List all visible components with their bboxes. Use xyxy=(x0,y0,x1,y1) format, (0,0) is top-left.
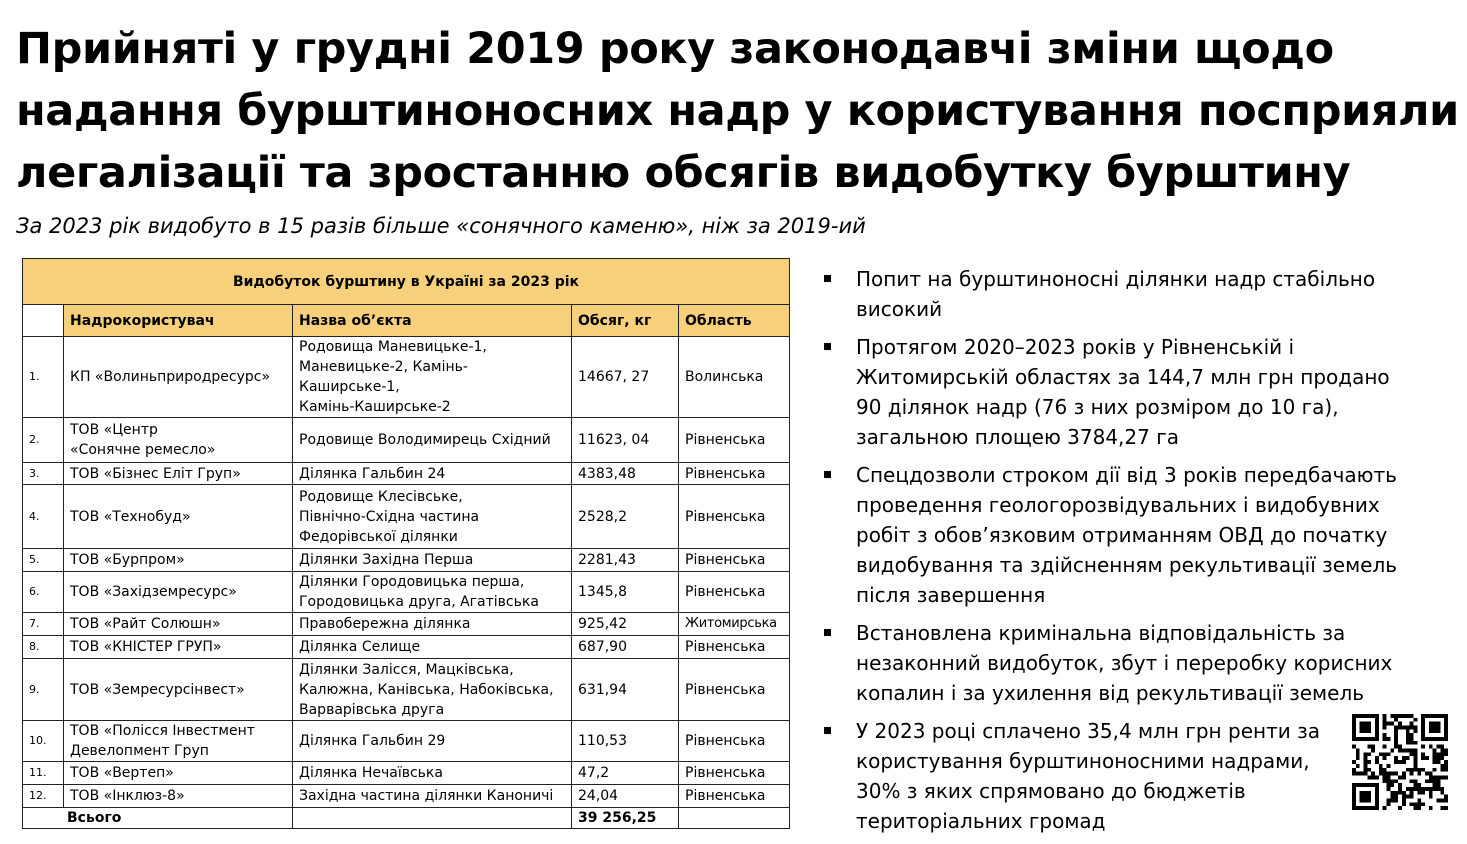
cell-line: ТОВ «Бурпром» xyxy=(70,552,185,568)
row-number-cell: 2. xyxy=(23,418,64,463)
header-volume: Обсяг, кг xyxy=(572,305,679,337)
bullet-line: Встановлена кримінальна відповідальність за xyxy=(856,621,1346,645)
bullet-line: копалин і за ухилення від рекультивації земель xyxy=(856,681,1365,705)
cell-line: Маневицьке-2, Камінь-Каширське-1, xyxy=(299,359,468,395)
title-line: надання бурштиноносних надр у користування посприяли xyxy=(16,86,1459,136)
user-cell xyxy=(64,762,293,785)
bullet-item xyxy=(824,332,1404,452)
cell-line: Ділянки Городовицька перша, xyxy=(299,574,525,590)
row-number-cell: 8. xyxy=(23,636,64,659)
cell-line: Північно-Східна частина xyxy=(299,508,480,525)
row-number-cell: 5. xyxy=(23,549,64,572)
region-cell: Рівненська xyxy=(679,762,790,785)
bullet-line: робіт з обов’язковим отриманням ОВД до початку xyxy=(856,523,1388,547)
table-total-row xyxy=(23,808,790,829)
row-number-cell: 12. xyxy=(23,785,64,808)
cell-line: Ділянка Гальбин 29 xyxy=(299,733,446,749)
cell-line: ТОВ «Земресурсінвест» xyxy=(70,681,245,698)
total-label: Всього xyxy=(23,808,293,829)
table-header-row xyxy=(23,305,790,337)
cell-line: Городовицька друга, Агатівська xyxy=(299,594,539,610)
bullet-line: незаконний видобуток, збут і переробку корисних xyxy=(856,651,1393,675)
bullet-item xyxy=(824,716,1326,836)
cell-line: ТОВ «Вертеп» xyxy=(70,765,174,781)
cell-line: Ділянка Селище xyxy=(299,639,421,655)
bullet-line: Попит на бурштиноносні ділянки надр стабільно xyxy=(856,267,1376,291)
table-row xyxy=(23,636,790,659)
cell-line: ТОВ «Центр xyxy=(70,422,158,438)
bullet-line: користування бурштиноносними надрами, xyxy=(856,749,1310,773)
cell-line: КП «Волиньприродресурс» xyxy=(70,369,271,385)
user-cell xyxy=(64,418,293,463)
cell-line: Ділянка Нечаївська xyxy=(299,765,443,781)
cell-line: Девелопмент Груп xyxy=(70,743,209,759)
cell-line: Камінь-Каширське-2 xyxy=(299,399,451,415)
cell-line: ТОВ «Полісся Інвестмент xyxy=(70,723,255,739)
amber-production-table-container xyxy=(22,258,790,829)
bullet-marker-icon xyxy=(824,727,831,734)
object-cell xyxy=(293,418,572,463)
bullet-line: видобування та здійсненням рекультивації земель xyxy=(856,553,1398,577)
table-caption: Видобуток бурштину в Україні за 2023 рік xyxy=(23,259,790,305)
object-cell xyxy=(293,549,572,572)
bullet-item xyxy=(824,264,1404,324)
cell-line: Західна частина ділянки Каноничі xyxy=(299,788,554,804)
object-cell xyxy=(293,613,572,636)
object-cell xyxy=(293,463,572,485)
bullet-line: У 2023 році сплачено 35,4 млн грн ренти за xyxy=(856,719,1320,743)
table-row xyxy=(23,762,790,785)
row-number-cell: 1. xyxy=(23,337,64,418)
bullet-line: Спецдозволи строком дії від 3 років передбачають xyxy=(856,463,1397,487)
bullet-line: проведення геологорозвідувальних і видобувних xyxy=(856,493,1380,517)
title-line: Прийняті у грудні 2019 року законодавчі зміни щодо xyxy=(16,24,1334,74)
object-cell xyxy=(293,572,572,613)
table-row xyxy=(23,463,790,485)
region-cell: Рівненська xyxy=(679,463,790,485)
region-cell: Рівненська xyxy=(679,418,790,463)
user-cell xyxy=(64,785,293,808)
region-cell: Волинська xyxy=(679,337,790,418)
amber-production-table xyxy=(22,258,790,829)
bullet-marker-icon xyxy=(824,471,831,478)
row-number-cell: 6. xyxy=(23,572,64,613)
region-cell: Рівненська xyxy=(679,572,790,613)
header-region: Область xyxy=(679,305,790,337)
region-cell: Рівненська xyxy=(679,636,790,659)
cell-line: ТОВ «КНІСТЕР ГРУП» xyxy=(70,639,222,655)
subtitle: За 2023 рік видобуто в 15 разів більше «сонячного каменю», ніж за 2019-ий xyxy=(16,214,866,238)
volume-cell: 631,94 xyxy=(572,659,679,721)
bullet-list xyxy=(824,264,1404,844)
object-cell xyxy=(293,762,572,785)
region-cell: Рівненська xyxy=(679,659,790,721)
bullet-line: Протягом 2020–2023 років у Рівненській і xyxy=(856,335,1295,359)
bullet-line: високий xyxy=(856,297,943,321)
header-number-blank xyxy=(23,305,64,337)
cell-line: Родовища Маневицьке-1, xyxy=(299,339,487,355)
table-row xyxy=(23,418,790,463)
user-cell xyxy=(64,485,293,549)
volume-cell: 1345,8 xyxy=(572,572,679,613)
volume-cell: 110,53 xyxy=(572,721,679,762)
user-cell xyxy=(64,337,293,418)
object-cell xyxy=(293,485,572,549)
header-object: Назва об’єкта xyxy=(293,305,572,337)
object-cell xyxy=(293,721,572,762)
object-cell xyxy=(293,785,572,808)
bullet-line: 90 ділянок надр (76 з них розміром до 10 га), xyxy=(856,395,1339,419)
row-number-cell: 7. xyxy=(23,613,64,636)
bullet-line: загальною площею 3784,27 га xyxy=(856,425,1179,449)
total-value: 39 256,25 xyxy=(572,808,679,829)
table-row xyxy=(23,549,790,572)
object-cell xyxy=(293,337,572,418)
table-row xyxy=(23,785,790,808)
volume-cell: 14667, 27 xyxy=(572,337,679,418)
volume-cell: 4383,48 xyxy=(572,463,679,485)
volume-cell: 925,42 xyxy=(572,613,679,636)
region-cell: Рівненська xyxy=(679,549,790,572)
table-row xyxy=(23,613,790,636)
total-spacer xyxy=(293,808,572,829)
cell-line: Ділянки Західна Перша xyxy=(299,552,474,568)
cell-line: Ділянки Залісся, Мацківська, xyxy=(299,661,514,678)
region-cell: Житомирська xyxy=(679,613,790,636)
user-cell xyxy=(64,549,293,572)
cell-line: ТОВ «Райт Солюшн» xyxy=(70,616,221,632)
cell-line: «Сонячне ремесло» xyxy=(70,442,216,458)
user-cell xyxy=(64,572,293,613)
cell-line: Правобережна ділянка xyxy=(299,616,471,632)
region-cell: Рівненська xyxy=(679,721,790,762)
volume-cell: 47,2 xyxy=(572,762,679,785)
region-cell: Рівненська xyxy=(679,485,790,549)
cell-line: ТОВ «Інклюз-8» xyxy=(70,788,185,804)
object-cell xyxy=(293,659,572,721)
bullet-item xyxy=(824,460,1404,610)
table-row xyxy=(23,721,790,762)
user-cell xyxy=(64,463,293,485)
user-cell xyxy=(64,636,293,659)
region-cell: Рівненська xyxy=(679,785,790,808)
bullet-marker-icon xyxy=(824,343,831,350)
table-row xyxy=(23,572,790,613)
table-row xyxy=(23,485,790,549)
bullet-line: після завершення xyxy=(856,583,1046,607)
volume-cell: 11623, 04 xyxy=(572,418,679,463)
cell-line: Родовище Клесівське, xyxy=(299,488,463,505)
cell-line: ТОВ «Технобуд» xyxy=(70,508,191,525)
bullet-marker-icon xyxy=(824,275,831,282)
bullet-line: 30% з яких спрямовано до бюджетів xyxy=(856,779,1246,803)
page-title xyxy=(16,18,1459,204)
bullet-item xyxy=(824,618,1404,708)
volume-cell: 24,04 xyxy=(572,785,679,808)
volume-cell: 2281,43 xyxy=(572,549,679,572)
cell-line: Калюжна, Канівська, Набоківська, xyxy=(299,681,554,698)
row-number-cell: 10. xyxy=(23,721,64,762)
row-number-cell: 11. xyxy=(23,762,64,785)
table-caption-row xyxy=(23,259,790,305)
cell-line: Родовище Володимирець Східний xyxy=(299,432,551,448)
bullet-line: Житомирській областях за 144,7 млн грн продано xyxy=(856,365,1390,389)
row-number-cell: 4. xyxy=(23,485,64,549)
cell-line: ТОВ «Західземресурс» xyxy=(70,584,237,600)
row-number-cell: 3. xyxy=(23,463,64,485)
cell-line: ТОВ «Бізнес Еліт Груп» xyxy=(70,465,241,482)
cell-line: Федорівської ділянки xyxy=(299,528,458,545)
cell-line: Ділянка Гальбин 24 xyxy=(299,465,446,482)
cell-line: Варварівська друга xyxy=(299,701,445,718)
title-line: легалізації та зростанню обсягів видобутку бурштину xyxy=(16,148,1351,198)
table-body xyxy=(23,259,790,829)
bullet-line: територіальних громад xyxy=(856,809,1106,833)
user-cell xyxy=(64,659,293,721)
volume-cell: 2528,2 xyxy=(572,485,679,549)
row-number-cell: 9. xyxy=(23,659,64,721)
bullet-marker-icon xyxy=(824,629,831,636)
table-row xyxy=(23,337,790,418)
user-cell xyxy=(64,721,293,762)
user-cell xyxy=(64,613,293,636)
object-cell xyxy=(293,636,572,659)
volume-cell: 687,90 xyxy=(572,636,679,659)
total-region-blank xyxy=(679,808,790,829)
header-user: Надрокористувач xyxy=(64,305,293,337)
qr-code-icon[interactable] xyxy=(1352,714,1448,810)
table-row xyxy=(23,659,790,721)
